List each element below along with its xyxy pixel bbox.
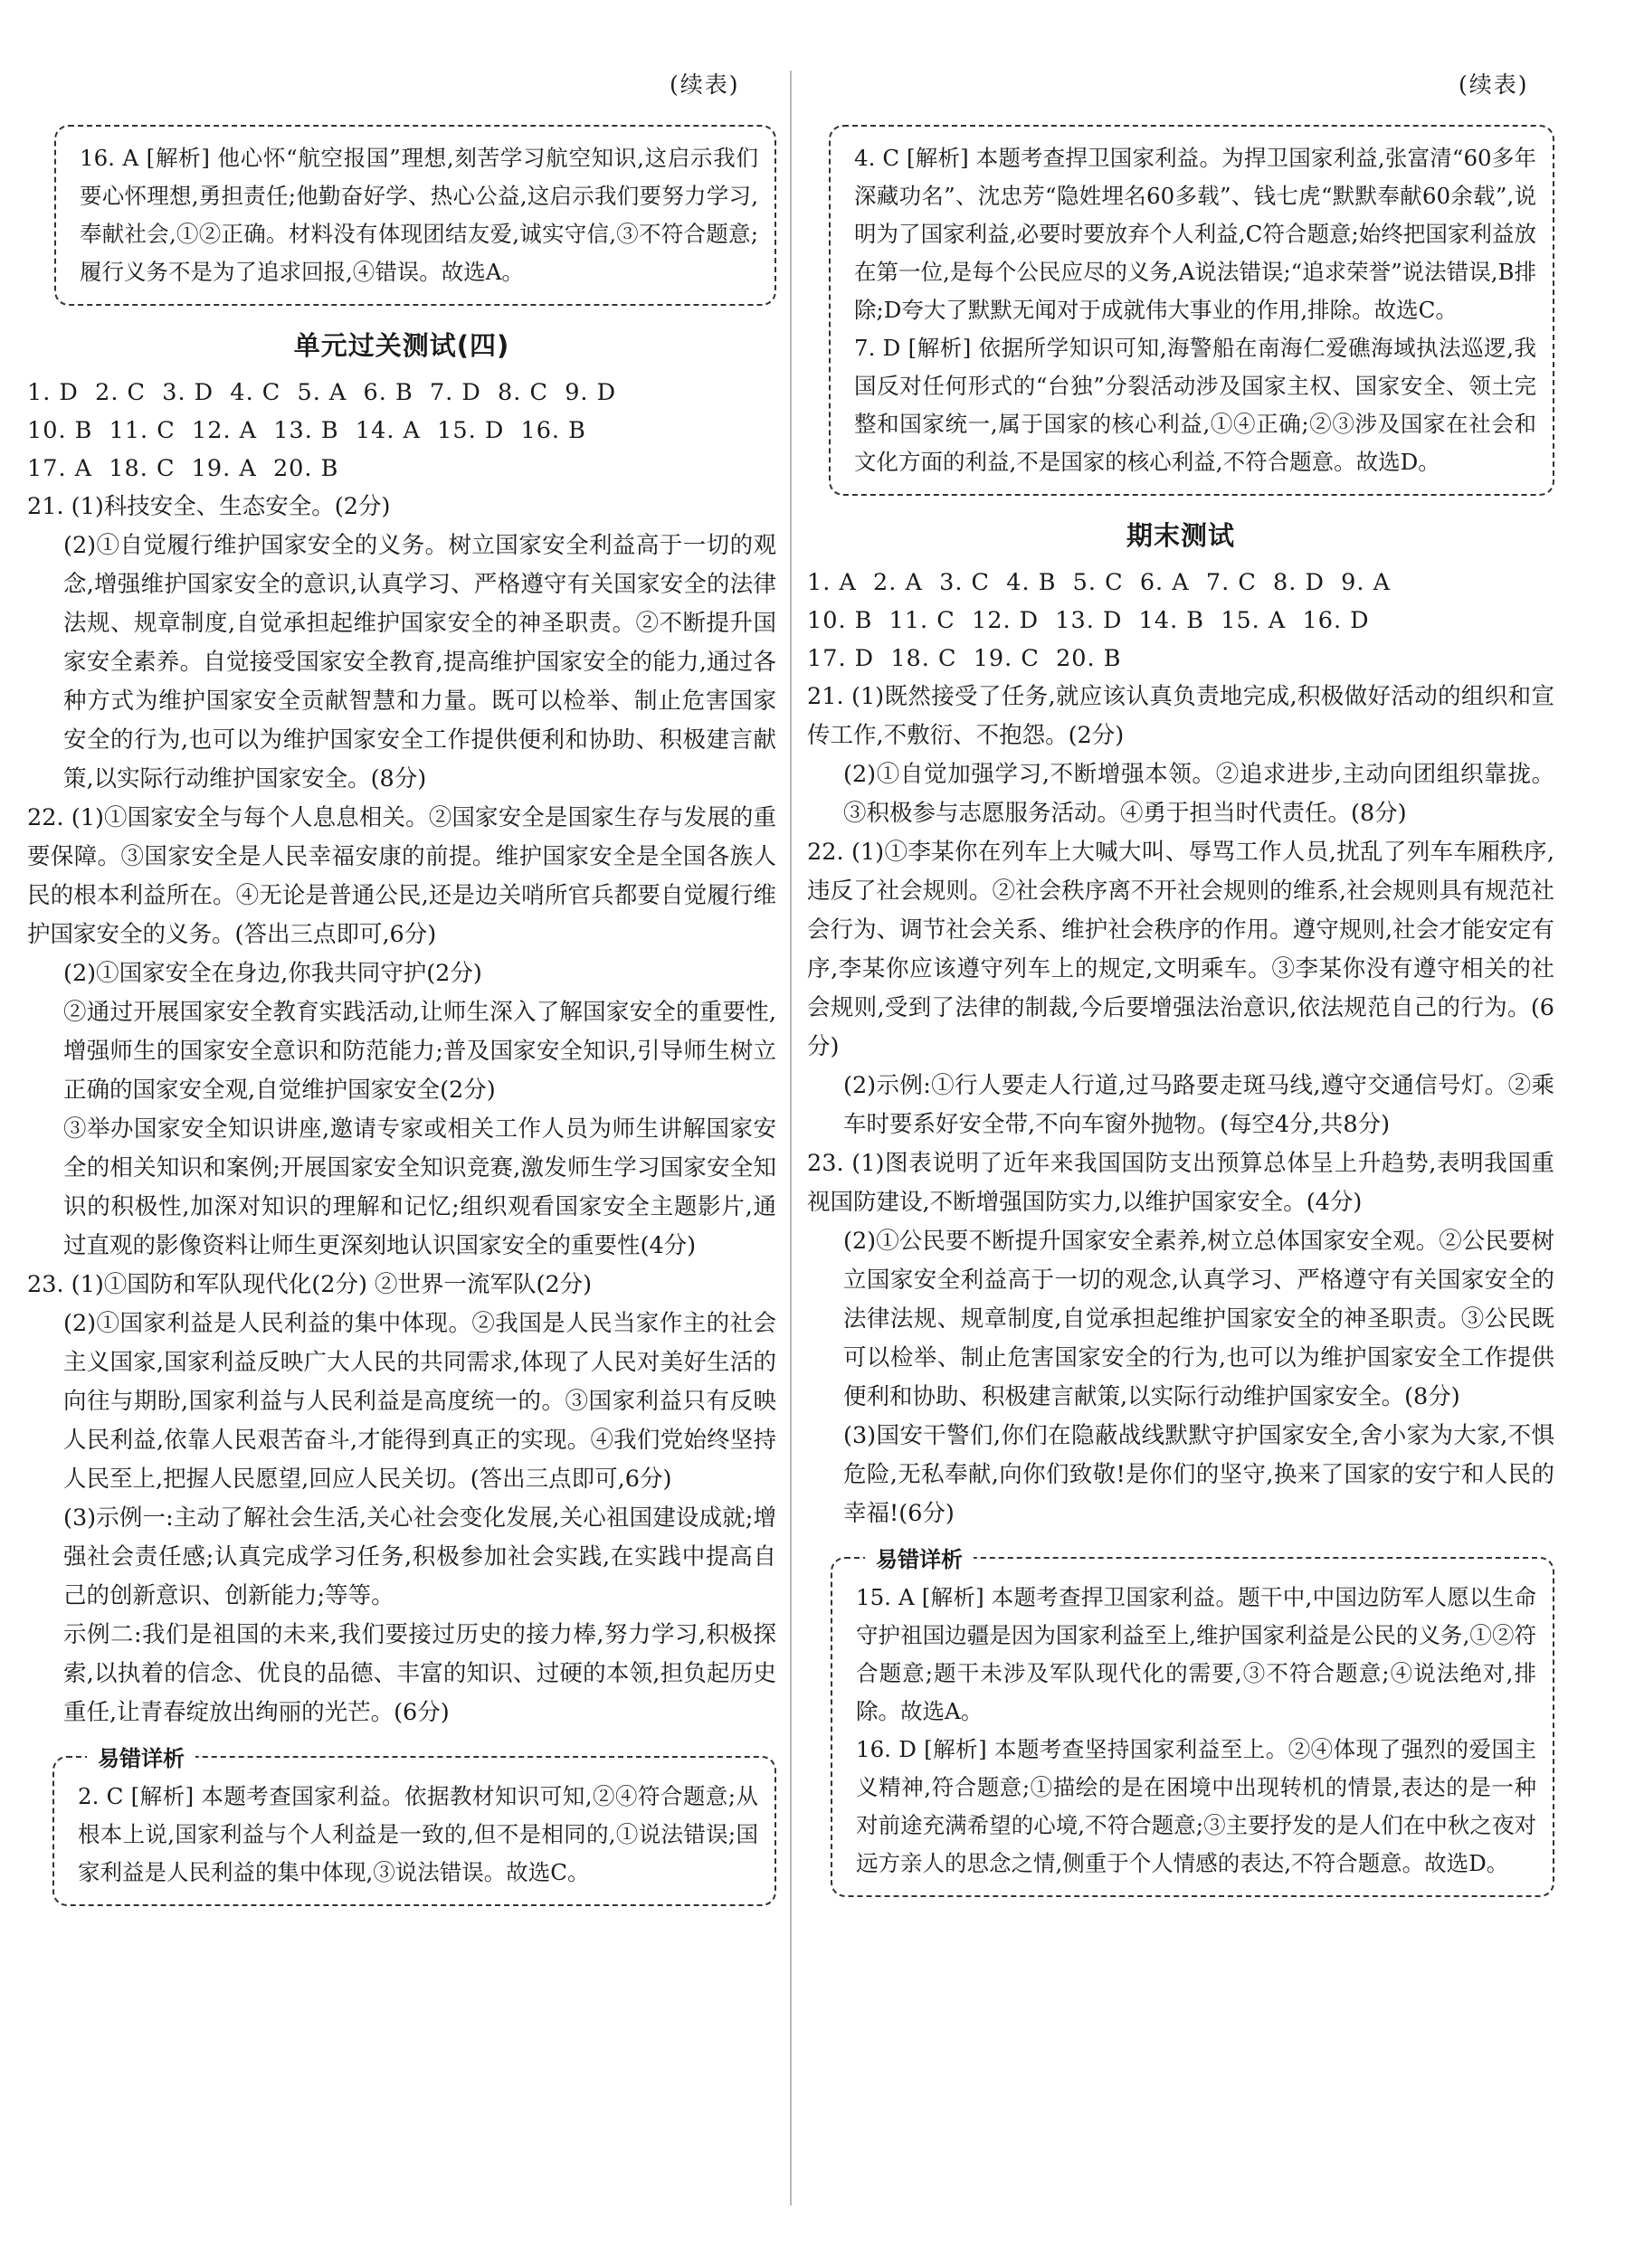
mc-answers-unit	[27, 374, 776, 488]
answer-box-top-right	[829, 125, 1554, 496]
mc-line: 1. A 2. A 3. C 4. B 5. C 6. A 7. C 8. D 9. A	[807, 569, 1391, 596]
answer-22-1: 22. (1)①李某你在列车上大喊大叫、辱骂工作人员,扰乱了列车车厢秩序,违反了社会规则。②社会秩序离不开社会规则的维系,社会规则具有规范社会行为、调节社会关系、维护社会秩序的作用。遵守规则,社会才能安定有序,李某你应该遵守列车上的规定,文明乘车。③李某你没有遵守相关的社会规则,受到了法律的制裁,今后要增强法治意识,依法规范自己的行为。(6分)	[807, 839, 1554, 1060]
explanation-16: 16. D [解析] 本题考查坚持国家利益至上。②④体现了强烈的爱国主义精神,符合题意;①描绘的是在困境中出现转机的情景,表达的是一种对前途充满希望的心境,不符合题意;③主要抒发的是人们在中秋之夜对远方亲人的思念之情,侧重于个人情感的表达,不符合题意。故选D。	[856, 1736, 1536, 1876]
answer-23-1: 23. (1)图表说明了近年来我国国防支出预算总体呈上升趋势,表明我国重视国防建设,不断增强国防实力,以维护国家安全。(4分)	[807, 1150, 1554, 1216]
mc-line: 10. B 11. C 12. D 13. D 14. B 15. A 16. D	[807, 607, 1370, 634]
error-analysis-tag: 易错详析	[87, 1741, 195, 1772]
answer-23-4: 示例二:我们是祖国的未来,我们要接过历史的接力棒,努力学习,积极探索,以执着的信念、优良的品德、丰富的知识、过硬的本领,担负起历史重任,让青春绽放出绚丽的光芒。(6分)	[63, 1621, 776, 1726]
answer-21-2: (2)①自觉加强学习,不断增强本领。②追求进步,主动向团组织靠拢。③积极参与志愿服务活动。④勇于担当时代责任。(8分)	[843, 761, 1554, 827]
answer-22-4: ③举办国家安全知识讲座,邀请专家或相关工作人员为师生讲解国家安全的相关知识和案例;开展国家安全知识竞赛,激发师生学习国家安全知识的积极性,加深对知识的理解和记忆;组织观看国家安全主题影片,通过直观的影像资料让师生更深刻地认识国家安全的重要性(4分)	[63, 1115, 776, 1259]
answer-23-2: (2)①国家利益是人民利益的集中体现。②我国是人民当家作主的社会主义国家,国家利益反映广大人民的共同需求,体现了人民对美好生活的向往与期盼,国家利益与人民利益是高度统一的。③国家利益只有反映人民利益,依靠人民艰苦奋斗,才能得到真正的实现。④我们党始终坚持人民至上,把握人民愿望,回应人民关切。(答出三点即可,6分)	[63, 1310, 776, 1493]
unit-test-title: 单元过关测试(四)	[293, 330, 510, 361]
continued-label-left: (续表)	[670, 71, 740, 98]
answer-22-3: ②通过开展国家安全教育实践活动,让师生深入了解国家安全的重要性,增强师生的国家安全意识和防范能力;普及国家安全知识,引导师生树立正确的国家安全观,自觉维护国家安全(2分)	[63, 999, 776, 1104]
left-column	[27, 63, 776, 1910]
mc-line: 17. D 18. C 19. C 20. B	[807, 645, 1122, 672]
error-analysis-tag: 易错详析	[865, 1542, 974, 1573]
answer-23-3: (3)示例一:主动了解社会生活,关心社会变化发展,关心祖国建设成就;增强社会责任感;认真完成学习任务,积极参加社会实践,在实践中提高自己的创新意识、创新能力;等等。	[63, 1504, 776, 1609]
explanation-7: 7. D [解析] 依据所学知识可知,海警船在南海仁爱礁海域执法巡逻,我国反对任何形式的“台独”分裂活动涉及国家主权、国家安全、领土完整和国家统一,属于国家的核心利益,①④正确;②③涉及国家在社会和文化方面的利益,不是国家的核心利益,不符合题意。故选D。	[854, 335, 1536, 475]
explanation-16: 16. A [解析] 他心怀“航空报国”理想,刻苦学习航空知识,这启示我们要心怀理想,勇担责任;他勤奋好学、热心公益,这启示我们要努力学习,奉献社会,①②正确。材料没有体现团结友爱,诚实守信,③不符合题意;履行义务不是为了追求回报,④错误。故选A。	[80, 145, 758, 285]
mc-line: 10. B 11. C 12. A 13. B 14. A 15. D 16. B	[27, 417, 586, 444]
mc-line: 17. A 18. C 19. A 20. B	[27, 455, 339, 482]
answer-21-1: 21. (1)既然接受了任务,就应该认真负责地完成,积极做好活动的组织和宣传工作,不敷衍、不抱怨。(2分)	[807, 683, 1554, 749]
mc-line: 1. D 2. C 3. D 4. C 5. A 6. B 7. D 8. C 9. D	[27, 379, 617, 406]
mc-answers-final	[807, 564, 1554, 678]
answer-22-1: 22. (1)①国家安全与每个人息息相关。②国家安全是国家生存与发展的重要保障。③国家安全是人民幸福安康的前提。维护国家安全是全国各族人民的根本利益所在。④无论是普通公民,还是边关哨所官兵都要自觉履行维护国家安全的义务。(答出三点即可,6分)	[27, 804, 776, 948]
right-column	[807, 63, 1554, 1901]
error-analysis-box-left	[52, 1746, 776, 1906]
explanation-15: 15. A [解析] 本题考查捍卫国家利益。题干中,中国边防军人愿以生命守护祖国边疆是因为国家利益至上,维护国家利益是公民的义务,①②符合题意;题干未涉及军队现代化的需要,③不符合题意;④说法绝对,排除。故选A。	[856, 1584, 1536, 1724]
answer-21-2: (2)①自觉履行维护国家安全的义务。树立国家安全利益高于一切的观念,增强维护国家安全的意识,认真学习、严格遵守有关国家安全的法律法规、规章制度,自觉承担起维护国家安全的神圣职责。②不断提升国家安全素养。自觉接受国家安全教育,提高维护国家安全的能力,通过各种方式为维护国家安全贡献智慧和力量。既可以检举、制止危害国家安全的行为,也可以为维护国家安全工作提供便利和协助、积极建言献策,以实际行动维护国家安全。(8分)	[63, 532, 776, 792]
continued-label-right: (续表)	[1459, 71, 1529, 98]
final-exam-title: 期末测试	[1126, 520, 1235, 551]
column-divider	[790, 71, 792, 2206]
answer-22-2: (2)示例:①行人要走人行道,过马路要走斑马线,遵守交通信号灯。②乘车时要系好安全带,不向车窗外抛物。(每空4分,共8分)	[843, 1072, 1554, 1138]
answer-23-2: (2)①公民要不断提升国家安全素养,树立总体国家安全观。②公民要树立国家安全利益高于一切的观念,认真学习、严格遵守有关国家安全的法律法规、规章制度,自觉承担起维护国家安全的神圣职责。③公民既可以检举、制止危害国家安全的行为,也可以为维护国家安全工作提供便利和协助、积极建言献策,以实际行动维护国家安全。(8分)	[843, 1228, 1554, 1410]
answer-21-1: 21. (1)科技安全、生态安全。(2分)	[27, 493, 391, 520]
explanation-4: 4. C [解析] 本题考查捍卫国家利益。为捍卫国家利益,张富清“60多年深藏功名”、沈忠芳“隐姓埋名60多载”、钱七虎“默默奉献60余载”,说明为了国家利益,必要时要放弃个人利益,C符合题意;始终把国家利益放在第一位,是每个公民应尽的义务,A说法错误;“追求荣誉”说法错误,B排除;D夸大了默默无闻对于成就伟大事业的作用,排除。故选C。	[854, 145, 1536, 323]
answer-23-3: (3)国安干警们,你们在隐蔽战线默默守护国家安全,舍小家为大家,不惧危险,无私奉献,向你们致敬!是你们的坚守,换来了国家的安宁和人民的幸福!(6分)	[843, 1422, 1554, 1527]
answer-23-1: 23. (1)①国防和军队现代化(2分) ②世界一流军队(2分)	[27, 1271, 593, 1298]
explanation-2: 2. C [解析] 本题考查国家利益。依据教材知识可知,②④符合题意;从根本上说,国家利益与个人利益是一致的,但不是相同的,①说法错误;国家利益是人民利益的集中体现,③说法错误。故选C。	[78, 1783, 758, 1885]
answer-box-top-left	[54, 125, 776, 306]
error-analysis-box-right	[831, 1547, 1554, 1897]
answer-22-2: (2)①国家安全在身边,你我共同守护(2分)	[63, 960, 482, 987]
